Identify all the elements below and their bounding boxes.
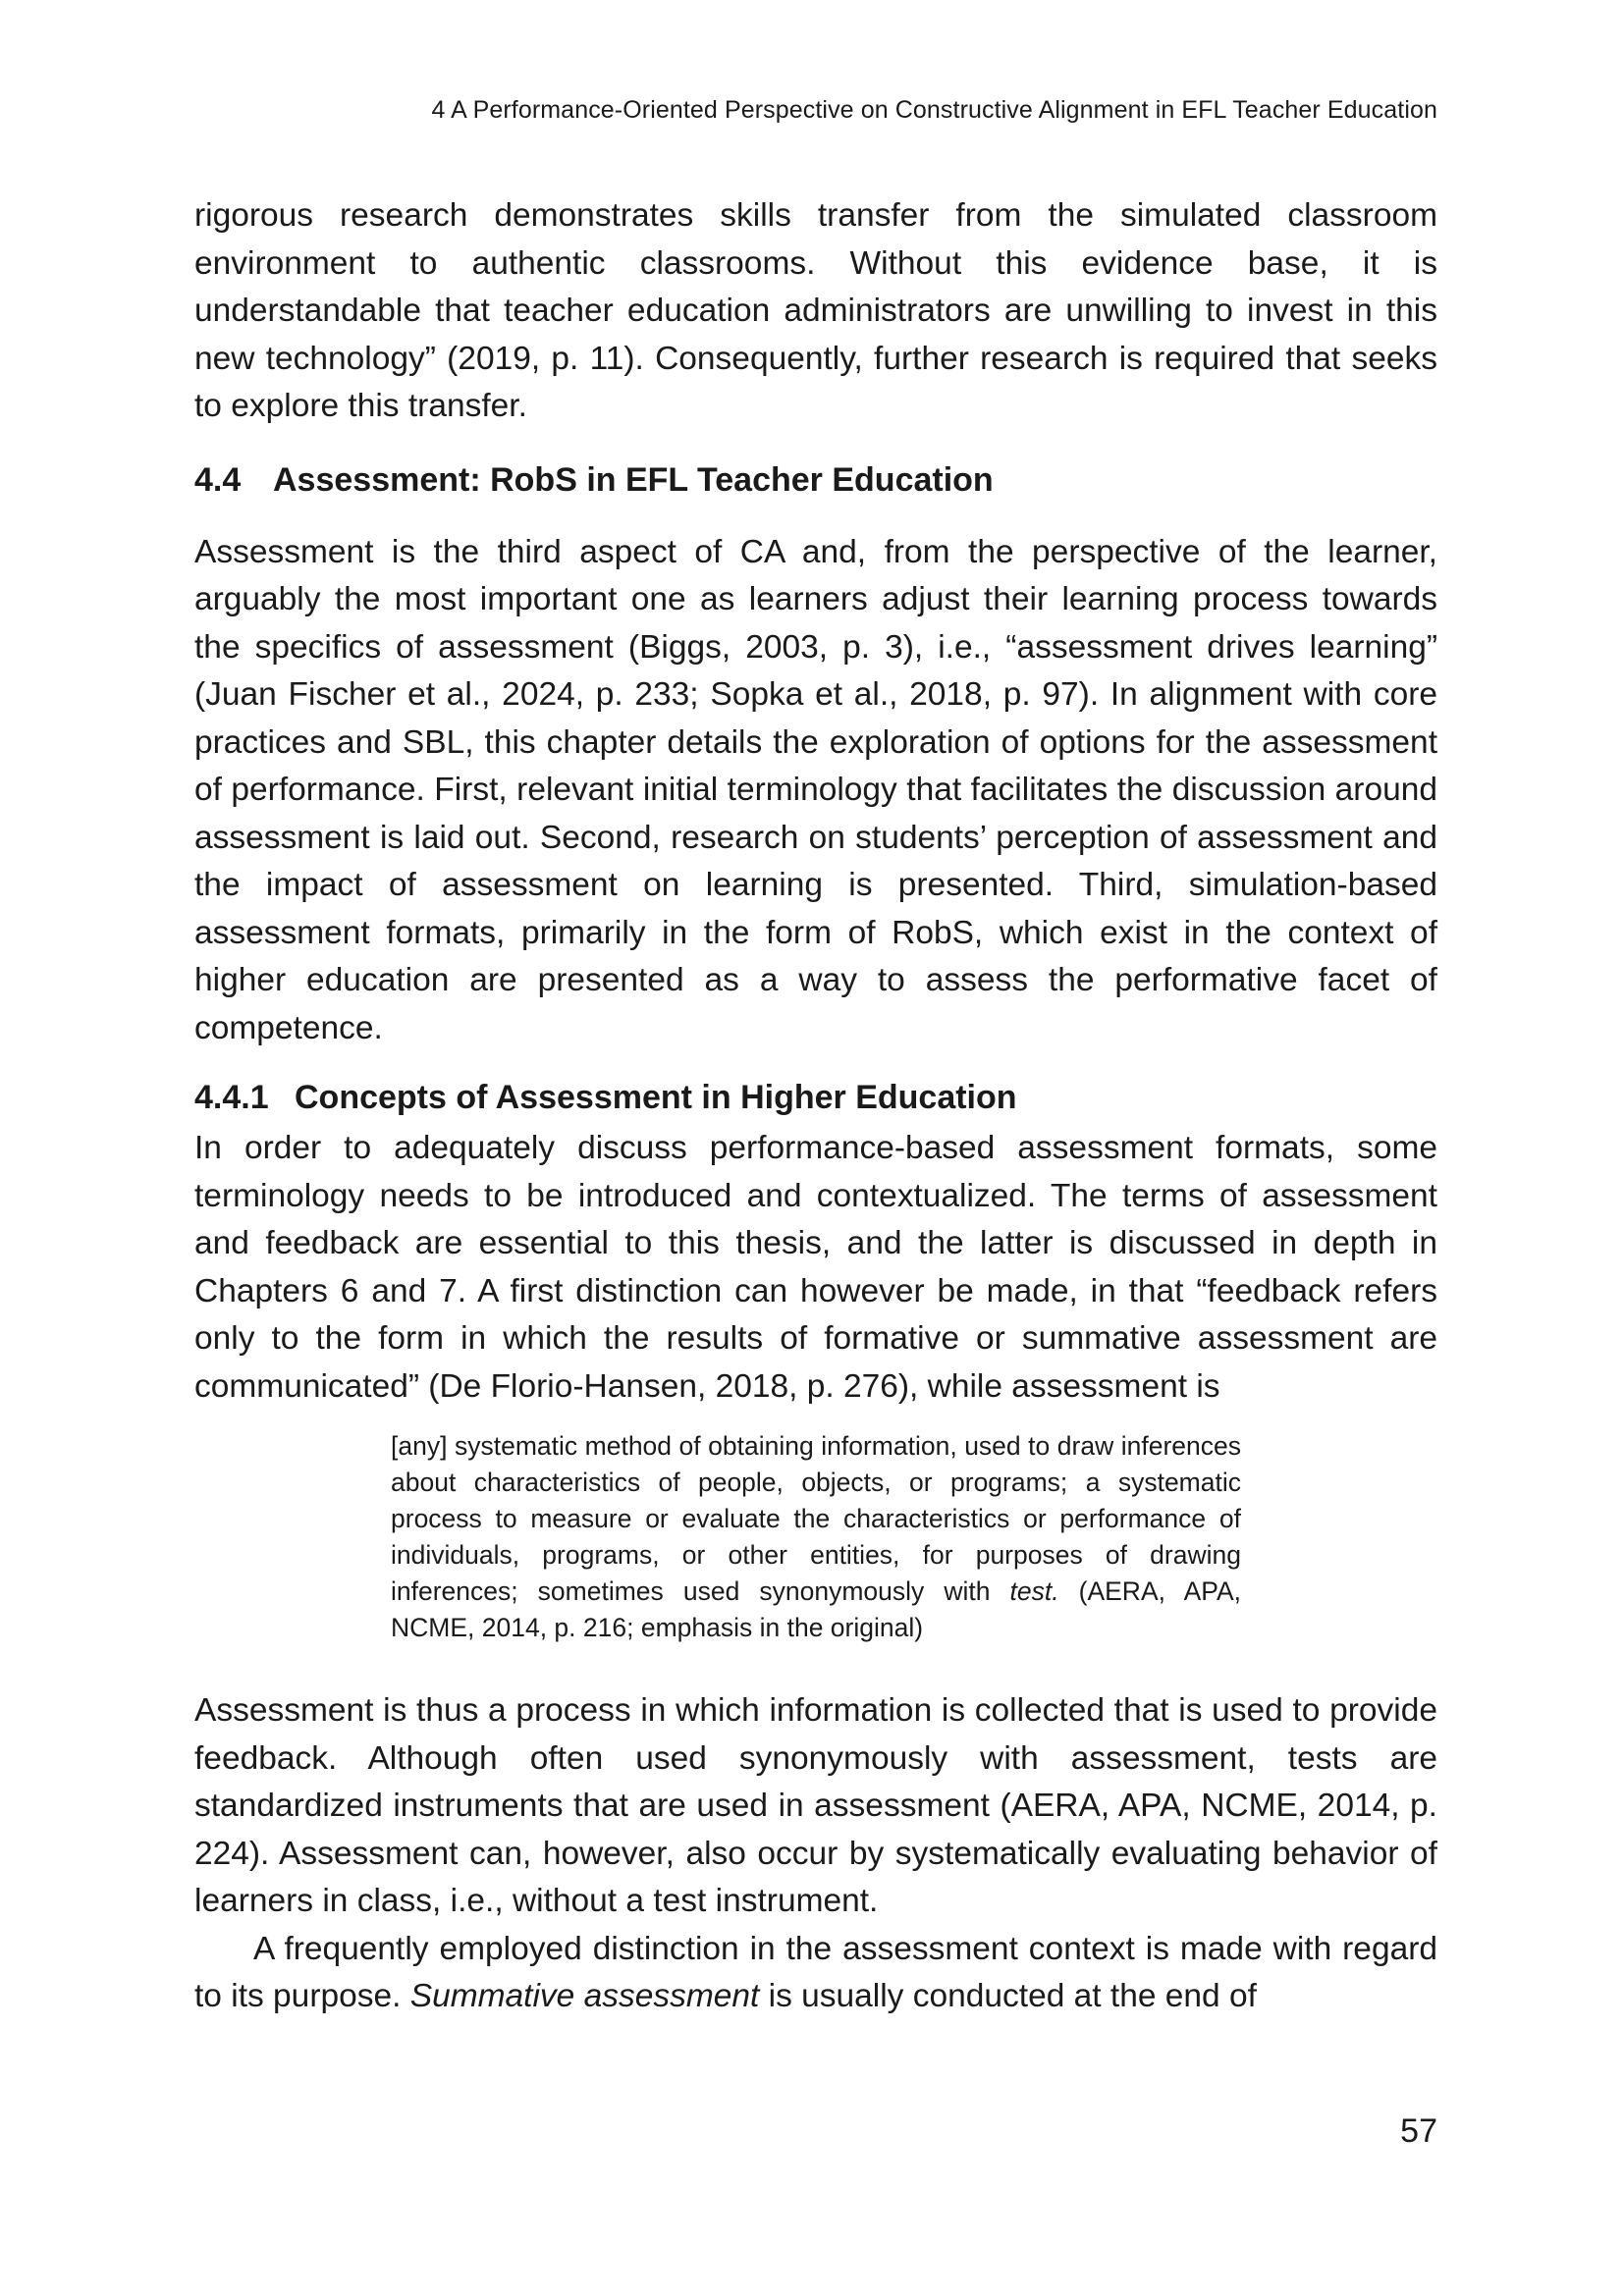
summative-text-after: is usually conducted at the end of	[759, 1978, 1257, 2014]
running-head: 4 A Performance-Oriented Perspective on Constructive Alignment in EFL Teacher Education	[431, 96, 1437, 124]
section-heading-4-4-1	[194, 1074, 1437, 1121]
quote-citation: (AERA, APA, NCME, 2014, p. 216; emphasis in the original)	[391, 1576, 1241, 1642]
summative-term: Summative assessment	[409, 1978, 760, 2014]
section-number: 4.4	[194, 460, 242, 499]
paragraph-summative	[194, 1926, 1437, 2021]
quote-text: [any] systematic method of obtaining information, used to draw inferences about characteristics of people, objects, or programs; a systematic process to measure or evaluate the characteristics or performance of individuals, programs, or other entities, for purposes of drawing inferences; sometimes used synonymously with	[391, 1431, 1241, 1606]
page-number: 57	[1400, 2112, 1437, 2150]
section-heading-4-4	[194, 456, 1437, 504]
paragraph-terminology: In order to adequately discuss performance-based assessment formats, some terminology needs to be introduced and contextualized. The terms of assessment and feedback are essential to this thesis, and the latter is discussed in depth in Chapters 6 and 7. A first distinction can however be made, in that “feedback refers only to the form in which the results of formative or summative assessment are communicated” (De Florio-Hansen, 2018, p. 276), while assessment is	[194, 1130, 1437, 1405]
quote-emphasis: test.	[1009, 1576, 1059, 1606]
paragraph-transfer-research: rigorous research demonstrates skills transfer from the simulated classroom environment to authentic classrooms. Without this evidence base, it is understandable that teacher education administrators are unwilling to invest in this new technology” (2019, p. 11). Consequently, further research is required that seeks to explore this transfer.	[194, 197, 1437, 424]
subsection-title: Concepts of Assessment in Higher Education	[295, 1079, 1017, 1116]
block-quote-definition	[391, 1428, 1241, 1646]
section-title: Assessment: RobS in EFL Teacher Education	[273, 460, 994, 499]
paragraph-assessment-intro: Assessment is the third aspect of CA and, from the perspective of the learner, arguably the most important one as learners adjust their learning process towards the specifics of assessment (Biggs, 2003, p. 3), i.e., “assessment drives learning” (Juan Fischer et al., 2024, p. 233; Sopka et al., 2018, p. 97). In alignment with core practices and SBL, this chapter details the exploration of options for the assessment of performance. First, relevant initial terminology that facilitates the discussion around assessment is laid out. Second, research on students’ perception of assessment and the impact of assessment on learning is presented. Third, simulation-based assessment formats, primarily in the form of RobS, which exist in the context of higher education are presented as a way to assess the performative facet of competence.	[194, 533, 1437, 1046]
page-content	[194, 192, 1437, 2021]
paragraph-assessment-process: Assessment is thus a process in which information is collected that is used to provide feedback. Although often used synonymously with assessment, tests are standardized instruments that are used in assessment (AERA, APA, NCME, 2014, p. 224). Assessment can, however, also occur by systematically evaluating behavior of learners in class, i.e., without a test instrument.	[194, 1692, 1437, 1919]
summative-text-before: A frequently employed distinction in the assessment context is made with regard to its purpose.	[194, 1930, 1437, 2014]
subsection-number: 4.4.1	[194, 1079, 269, 1116]
